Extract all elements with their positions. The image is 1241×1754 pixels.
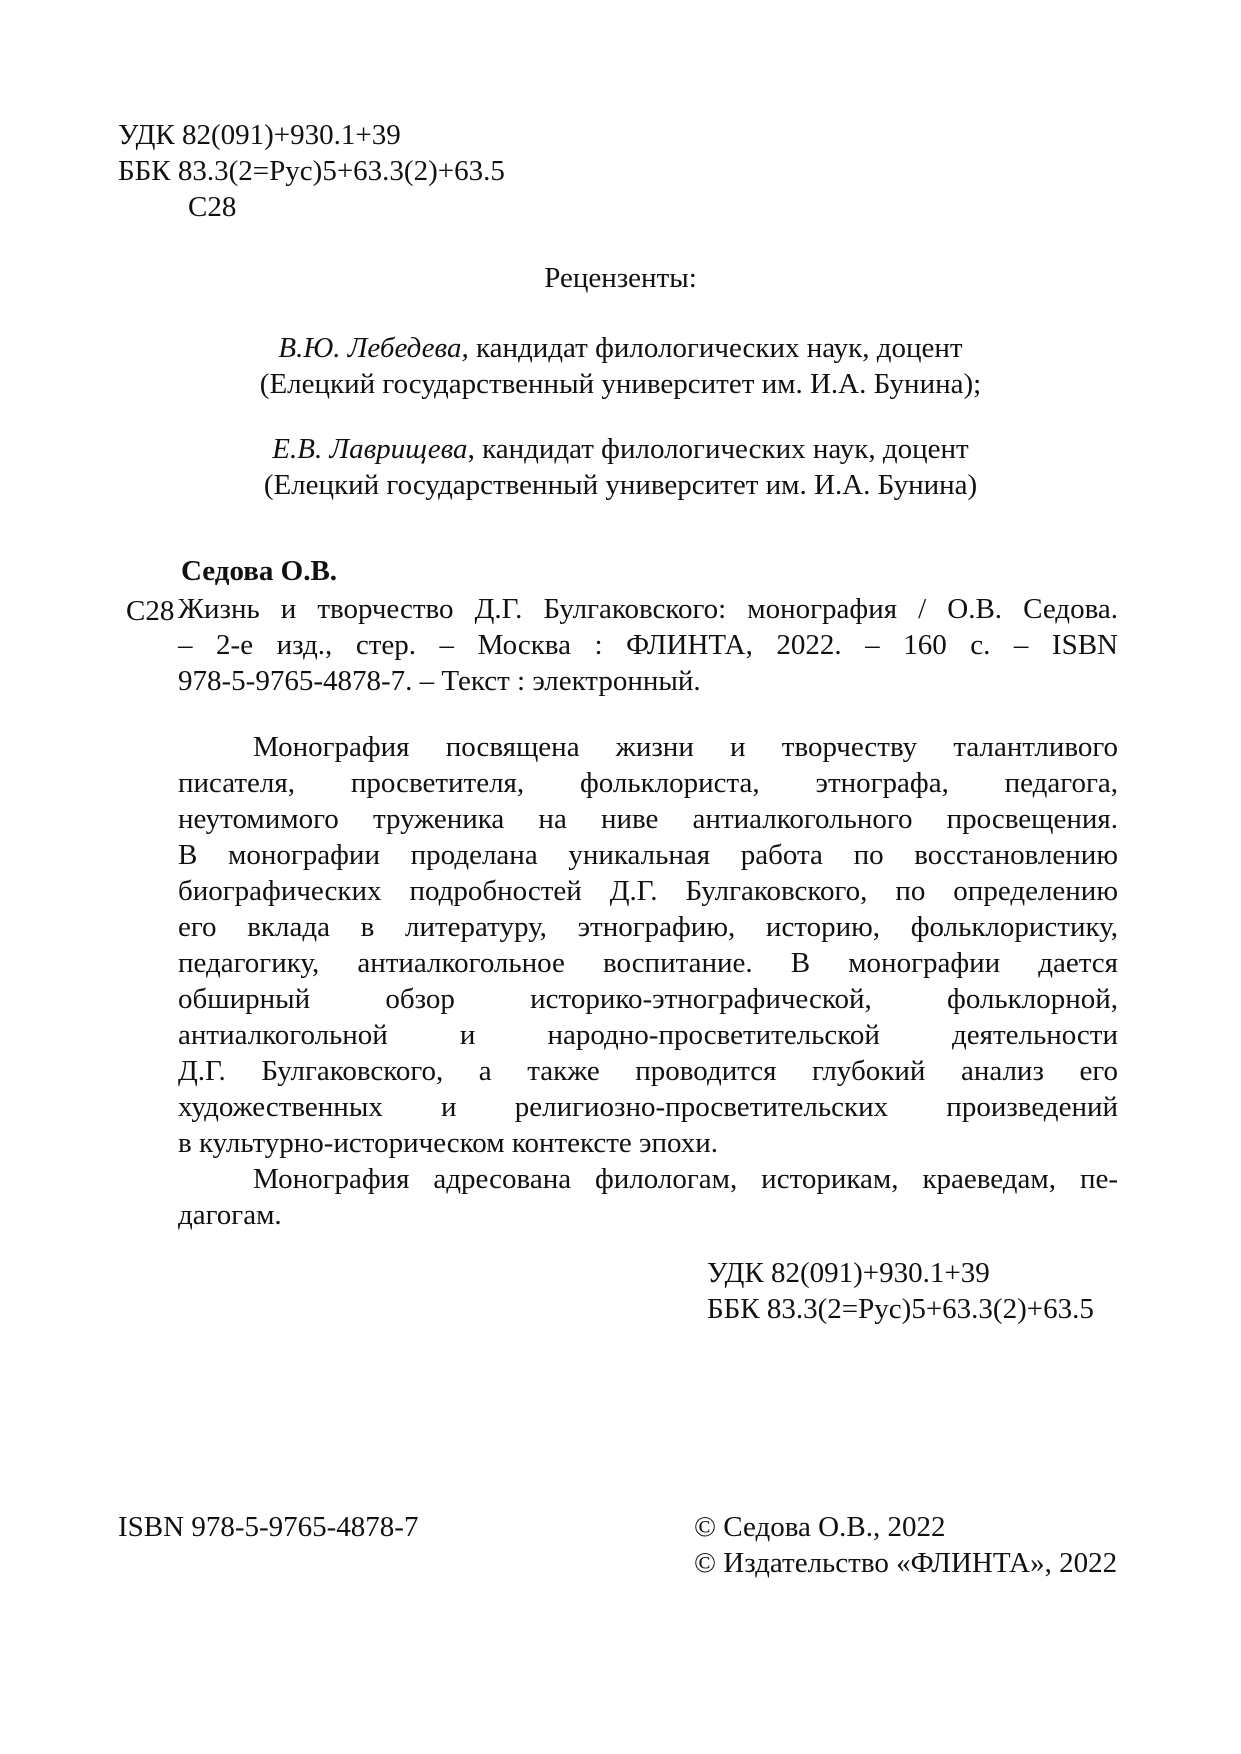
bbk-code: ББК 83.3(2=Рус)5+63.3(2)+63.5	[707, 1293, 1094, 1325]
reviewer-name: В.Ю. Лебедева,	[278, 332, 469, 364]
reviewer-affiliation: (Елецкий государственный университет им. И.А. Бунина);	[259, 368, 982, 400]
author-sign-top: С28	[188, 191, 237, 223]
copyright-author: © Седова О.В., 2022	[694, 1511, 946, 1543]
reviewer-title: кандидат филологических наук, доцент	[468, 332, 963, 364]
record-author-sign: С28	[126, 595, 175, 627]
annotation-line: В монографии проделана уникальная работа по восстановлению	[178, 839, 1118, 871]
reviewer-title: , кандидат филологических наук, доцент	[467, 433, 969, 465]
annotation-line: Монография адресована филологам, историкам, краеведам, пе-	[253, 1163, 1118, 1195]
classification-codes-top	[118, 117, 505, 189]
record-author: Седова О.В.	[181, 555, 338, 587]
reviewers-heading: Рецензенты:	[544, 262, 697, 294]
reviewer-entry	[0, 330, 1241, 402]
annotation-line: художественных и религиозно-просветительских произведений	[178, 1091, 1118, 1123]
bbk-code: ББК 83.3(2=Рус)5+63.3(2)+63.5	[118, 155, 505, 187]
biblio-line: 978-5-9765-4878-7. – Текст : электронный.	[178, 665, 701, 697]
annotation-line: Д.Г. Булгаковского, а также проводится глубокий анализ его	[178, 1055, 1118, 1087]
copyright-publisher: © Издательство «ФЛИНТА», 2022	[694, 1547, 1118, 1579]
reviewer-entry	[0, 431, 1241, 503]
annotation-line: Монография посвящена жизни и творчеству талантливого	[253, 731, 1118, 763]
annotation-line: неутомимого труженика на ниве антиалкогольного просвещения.	[178, 803, 1118, 835]
annotation-line: в культурно-историческом контексте эпохи.	[178, 1127, 719, 1159]
reviewer-name: Е.В. Лаврищева	[272, 433, 468, 465]
annotation-line: биографических подробностей Д.Г. Булгаковского, по определению	[178, 875, 1118, 907]
udk-code: УДК 82(091)+930.1+39	[118, 119, 401, 151]
annotation-line: его вклада в литературу, этнографию, историю, фольклористику,	[178, 911, 1118, 943]
udk-code: УДК 82(091)+930.1+39	[707, 1257, 990, 1289]
annotation-line: педагогику, антиалкогольное воспитание. В монографии дается	[178, 947, 1118, 979]
annotation-line: антиалкогольной и народно-просветительской деятельности	[178, 1019, 1118, 1051]
annotation-line: дагогам.	[178, 1199, 282, 1231]
isbn: ISBN 978-5-9765-4878-7	[118, 1511, 419, 1543]
copyright-block	[694, 1509, 1117, 1581]
biblio-line: Жизнь и творчество Д.Г. Булгаковского: монография / О.В. Седова.	[178, 593, 1118, 625]
biblio-line: – 2-е изд., стер. – Москва : ФЛИНТА, 2022. – 160 с. – ISBN	[178, 629, 1118, 661]
bibliographic-description	[178, 591, 1118, 699]
annotation-line: писателя, просветителя, фольклориста, этнографа, педагога,	[178, 767, 1118, 799]
annotation	[178, 729, 1118, 1233]
reviewer-affiliation: (Елецкий государственный университет им. И.А. Бунина)	[263, 469, 978, 501]
classification-codes-bottom	[707, 1255, 1094, 1327]
annotation-line: обширный обзор историко-этнографической, фольклорной,	[178, 983, 1118, 1015]
